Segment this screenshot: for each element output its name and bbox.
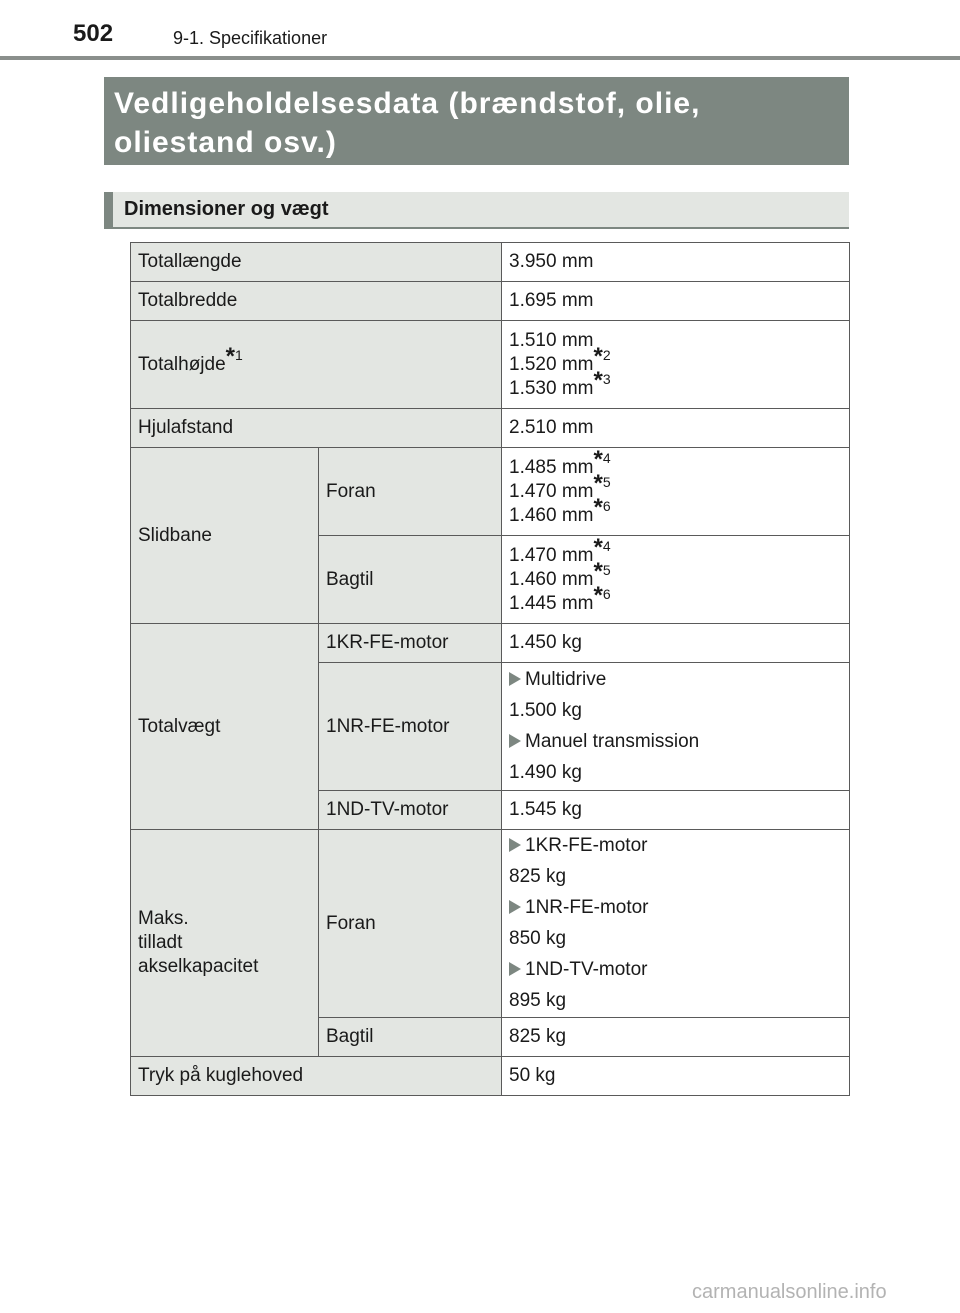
cell-label-weight-nd: 1ND-TV-motor bbox=[319, 791, 502, 830]
footnote-number: 6 bbox=[602, 585, 611, 602]
triangle-bullet-icon bbox=[509, 838, 521, 852]
cell-label-length: Totallængde bbox=[131, 243, 502, 282]
list-item bbox=[509, 668, 842, 692]
cell-value-height bbox=[502, 321, 850, 409]
cell-label-total-weight: Totalvægt bbox=[131, 624, 319, 830]
cell-label-tread-rear: Bagtil bbox=[319, 536, 502, 624]
tread-rear-value-2: 1.460 mm bbox=[509, 568, 594, 590]
height-value-2: 1.520 mm bbox=[509, 353, 594, 375]
table-row bbox=[131, 830, 850, 1018]
page-title bbox=[114, 84, 839, 162]
height-label-text: Totalhøjde bbox=[138, 353, 226, 375]
cell-value-weight-nr bbox=[502, 663, 850, 791]
page-title-line-2: oliestand osv.) bbox=[114, 126, 337, 159]
watermark: carmanualsonline.info bbox=[692, 1281, 887, 1303]
axle-label-line-3: akselkapacitet bbox=[138, 956, 259, 977]
footnote-number: 5 bbox=[602, 473, 611, 490]
table-row bbox=[131, 243, 850, 282]
triangle-bullet-icon bbox=[509, 672, 521, 686]
dimensions-weight-table bbox=[130, 242, 850, 1096]
list-item bbox=[509, 834, 842, 858]
height-value-2-line bbox=[509, 342, 842, 377]
cell-value-width: 1.695 mm bbox=[502, 282, 850, 321]
cell-label-width: Totalbredde bbox=[131, 282, 502, 321]
list-item bbox=[509, 958, 842, 982]
tread-rear-value-1: 1.470 mm bbox=[509, 544, 594, 566]
page-header bbox=[0, 0, 960, 60]
cell-label-height bbox=[131, 321, 502, 409]
subsection-title: Dimensioner og vægt bbox=[124, 198, 329, 220]
cell-value-length: 3.950 mm bbox=[502, 243, 850, 282]
cell-label-axle-front: Foran bbox=[319, 830, 502, 1018]
axle-label-line-2: tilladt bbox=[138, 932, 183, 953]
footnote-asterisk: * bbox=[593, 469, 603, 497]
option-value: 1.500 kg bbox=[509, 700, 582, 721]
page-title-line-1: Vedligeholdelsesdata (brændstof, olie, bbox=[114, 87, 701, 120]
cell-value-tread-rear bbox=[502, 533, 850, 624]
table-row bbox=[131, 1057, 850, 1096]
tread-front-value-3: 1.460 mm bbox=[509, 504, 594, 526]
cell-label-weight-kr: 1KR-FE-motor bbox=[319, 624, 502, 663]
footnote-number: 3 bbox=[602, 370, 611, 387]
height-value-3-line bbox=[509, 366, 842, 401]
option-value: 825 kg bbox=[509, 866, 567, 887]
footnote-number: 4 bbox=[602, 537, 611, 554]
table-row bbox=[131, 282, 850, 321]
tread-front-line-3 bbox=[509, 493, 842, 528]
table-row bbox=[131, 321, 850, 409]
tread-front-line-2 bbox=[509, 469, 842, 504]
option-label: 1NR-FE-motor bbox=[525, 897, 649, 918]
table-row bbox=[131, 409, 850, 448]
triangle-bullet-icon bbox=[509, 900, 521, 914]
footnote-asterisk: * bbox=[593, 557, 603, 585]
cell-label-weight-nr: 1NR-FE-motor bbox=[319, 663, 502, 791]
tread-rear-line-2 bbox=[509, 557, 842, 592]
cell-value-weight-kr: 1.450 kg bbox=[502, 624, 850, 663]
height-value-1: 1.510 mm bbox=[509, 329, 594, 351]
cell-value-tread-front bbox=[502, 445, 850, 536]
triangle-bullet-icon bbox=[509, 962, 521, 976]
footnote-asterisk: * bbox=[593, 493, 603, 521]
footnote-asterisk: * bbox=[593, 366, 603, 394]
cell-value-ball-head: 50 kg bbox=[502, 1057, 850, 1096]
footnote-asterisk: * bbox=[593, 445, 603, 473]
title-band bbox=[104, 77, 849, 165]
footnote-number: 6 bbox=[602, 497, 611, 514]
cell-label-axle-capacity bbox=[131, 830, 319, 1057]
triangle-bullet-icon bbox=[509, 734, 521, 748]
footnote-asterisk: * bbox=[225, 342, 236, 370]
cell-label-wheelbase: Hjulafstand bbox=[131, 409, 502, 448]
subsection-heading bbox=[104, 192, 849, 229]
section-label: 9-1. Specifikationer bbox=[173, 28, 328, 48]
list-item bbox=[509, 730, 842, 754]
tread-front-line-1 bbox=[509, 445, 842, 480]
option-label: Multidrive bbox=[525, 669, 607, 690]
footnote-number: 1 bbox=[235, 346, 243, 363]
cell-label-ball-head: Tryk på kuglehoved bbox=[131, 1057, 502, 1096]
tread-rear-value-3: 1.445 mm bbox=[509, 592, 594, 614]
axle-label-line-1: Maks. bbox=[138, 908, 189, 929]
option-label: 1ND-TV-motor bbox=[525, 959, 648, 980]
option-value: 895 kg bbox=[509, 990, 567, 1011]
cell-label-tread: Slidbane bbox=[131, 448, 319, 624]
cell-value-wheelbase: 2.510 mm bbox=[502, 409, 850, 448]
tread-rear-line-3 bbox=[509, 581, 842, 616]
subsection-marker-bar bbox=[104, 192, 113, 227]
footnote-number: 2 bbox=[602, 346, 611, 363]
cell-label-tread-front: Foran bbox=[319, 448, 502, 536]
option-label: Manuel transmission bbox=[525, 731, 700, 752]
tread-rear-line-1 bbox=[509, 533, 842, 568]
tread-front-value-2: 1.470 mm bbox=[509, 480, 594, 502]
cell-value-axle-rear: 825 kg bbox=[502, 1018, 850, 1057]
list-item bbox=[509, 896, 842, 920]
cell-value-weight-nd: 1.545 kg bbox=[502, 791, 850, 830]
cell-label-axle-rear: Bagtil bbox=[319, 1018, 502, 1057]
footnote-number: 5 bbox=[602, 561, 611, 578]
page-number: 502 bbox=[73, 20, 114, 47]
table-row bbox=[131, 448, 850, 536]
footnote-number: 4 bbox=[602, 449, 611, 466]
option-value: 1.490 kg bbox=[509, 762, 582, 783]
tread-front-value-1: 1.485 mm bbox=[509, 456, 594, 478]
height-value-3: 1.530 mm bbox=[509, 377, 594, 399]
option-value: 850 kg bbox=[509, 928, 567, 949]
footnote-asterisk: * bbox=[593, 342, 603, 370]
table-row bbox=[131, 624, 850, 663]
cell-value-axle-front bbox=[502, 830, 850, 1018]
option-label: 1KR-FE-motor bbox=[525, 835, 648, 856]
footnote-asterisk: * bbox=[593, 581, 603, 609]
footnote-asterisk: * bbox=[593, 533, 603, 561]
